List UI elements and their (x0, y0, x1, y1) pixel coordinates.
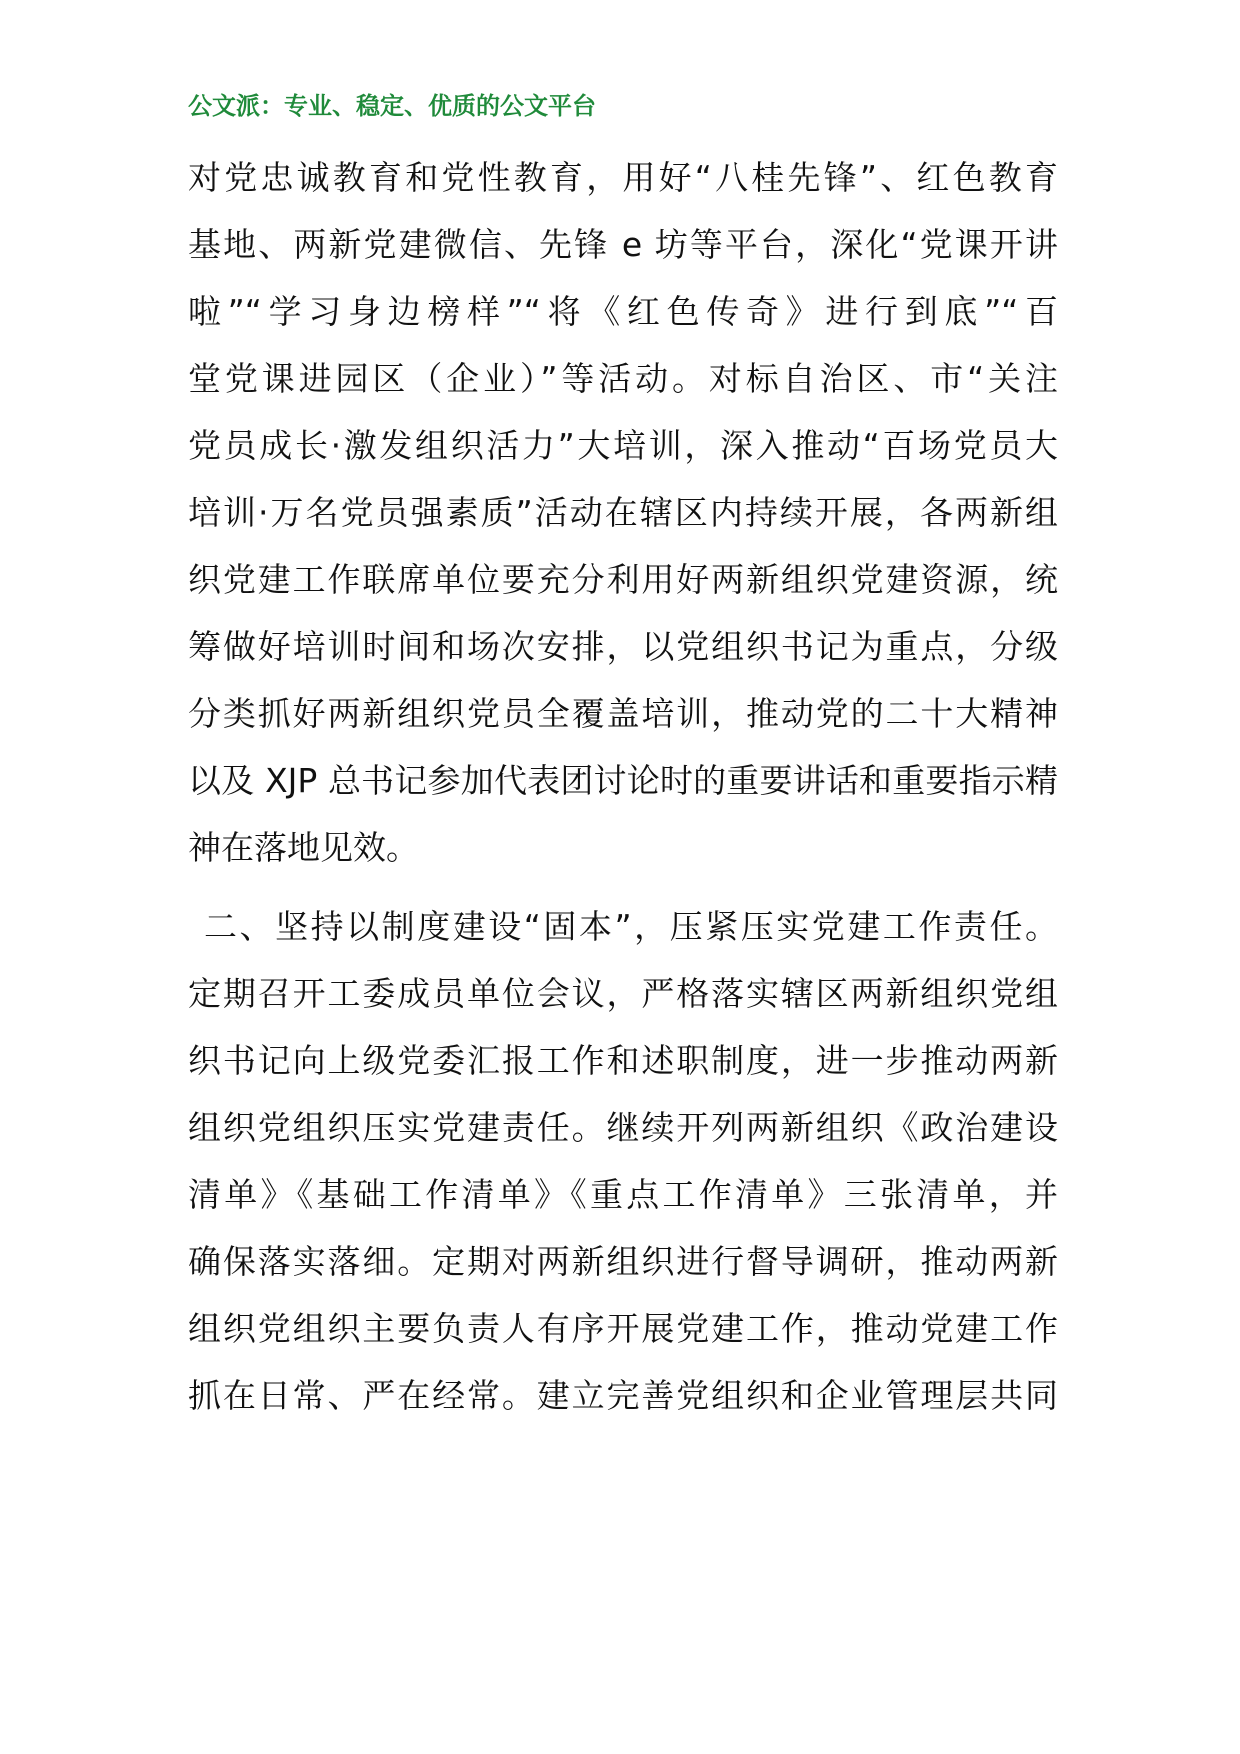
text-line: 组织党组织压实党建责任。继续开列两新组织《政治建设 (188, 1108, 1058, 1147)
text-line: 清单》《基础工作清单》《重点工作清单》三张清单，并 (188, 1175, 1058, 1214)
text-line: 确保落实落细。定期对两新组织进行督导调研，推动两新 (188, 1242, 1058, 1281)
text-line: 筹做好培训时间和场次安排，以党组织书记为重点，分级 (188, 627, 1058, 666)
text-line: 神在落地见效。 (188, 828, 419, 867)
text-line: 分类抓好两新组织党员全覆盖培训，推动党的二十大精神 (188, 694, 1058, 733)
page-header-title: 公文派：专业、稳定、优质的公文平台 (188, 92, 596, 120)
text-line: 抓在日常、严在经常。建立完善党组织和企业管理层共同 (188, 1376, 1058, 1415)
text-line: 堂党课进园区（企业）”等活动。对标自治区、市“关注 (188, 359, 1058, 398)
text-line: 组织党组织主要负责人有序开展党建工作，推动党建工作 (188, 1309, 1058, 1348)
text-line: 织书记向上级党委汇报工作和述职制度，进一步推动两新 (188, 1041, 1058, 1080)
text-line: 啦”“学习身边榜样”“将《红色传奇》进行到底”“百 (188, 292, 1058, 331)
text-line: 以及 XJP 总书记参加代表团讨论时的重要讲话和重要指示精 (188, 761, 1058, 800)
section-heading-line: 二、坚持以制度建设“固本”，压紧压实党建工作责任。 (204, 907, 1058, 946)
text-line: 定期召开工委成员单位会议，严格落实辖区两新组织党组 (188, 974, 1058, 1013)
text-line: 织党建工作联席单位要充分利用好两新组织党建资源，统 (188, 560, 1058, 599)
text-line: 基地、两新党建微信、先锋 e 坊等平台，深化“党课开讲 (188, 225, 1058, 264)
text-line: 党员成长·激发组织活力”大培训，深入推动“百场党员大 (188, 426, 1058, 465)
text-line: 对党忠诚教育和党性教育，用好“八桂先锋”、红色教育 (188, 158, 1058, 197)
text-line: 培训·万名党员强素质”活动在辖区内持续开展，各两新组 (188, 493, 1058, 532)
